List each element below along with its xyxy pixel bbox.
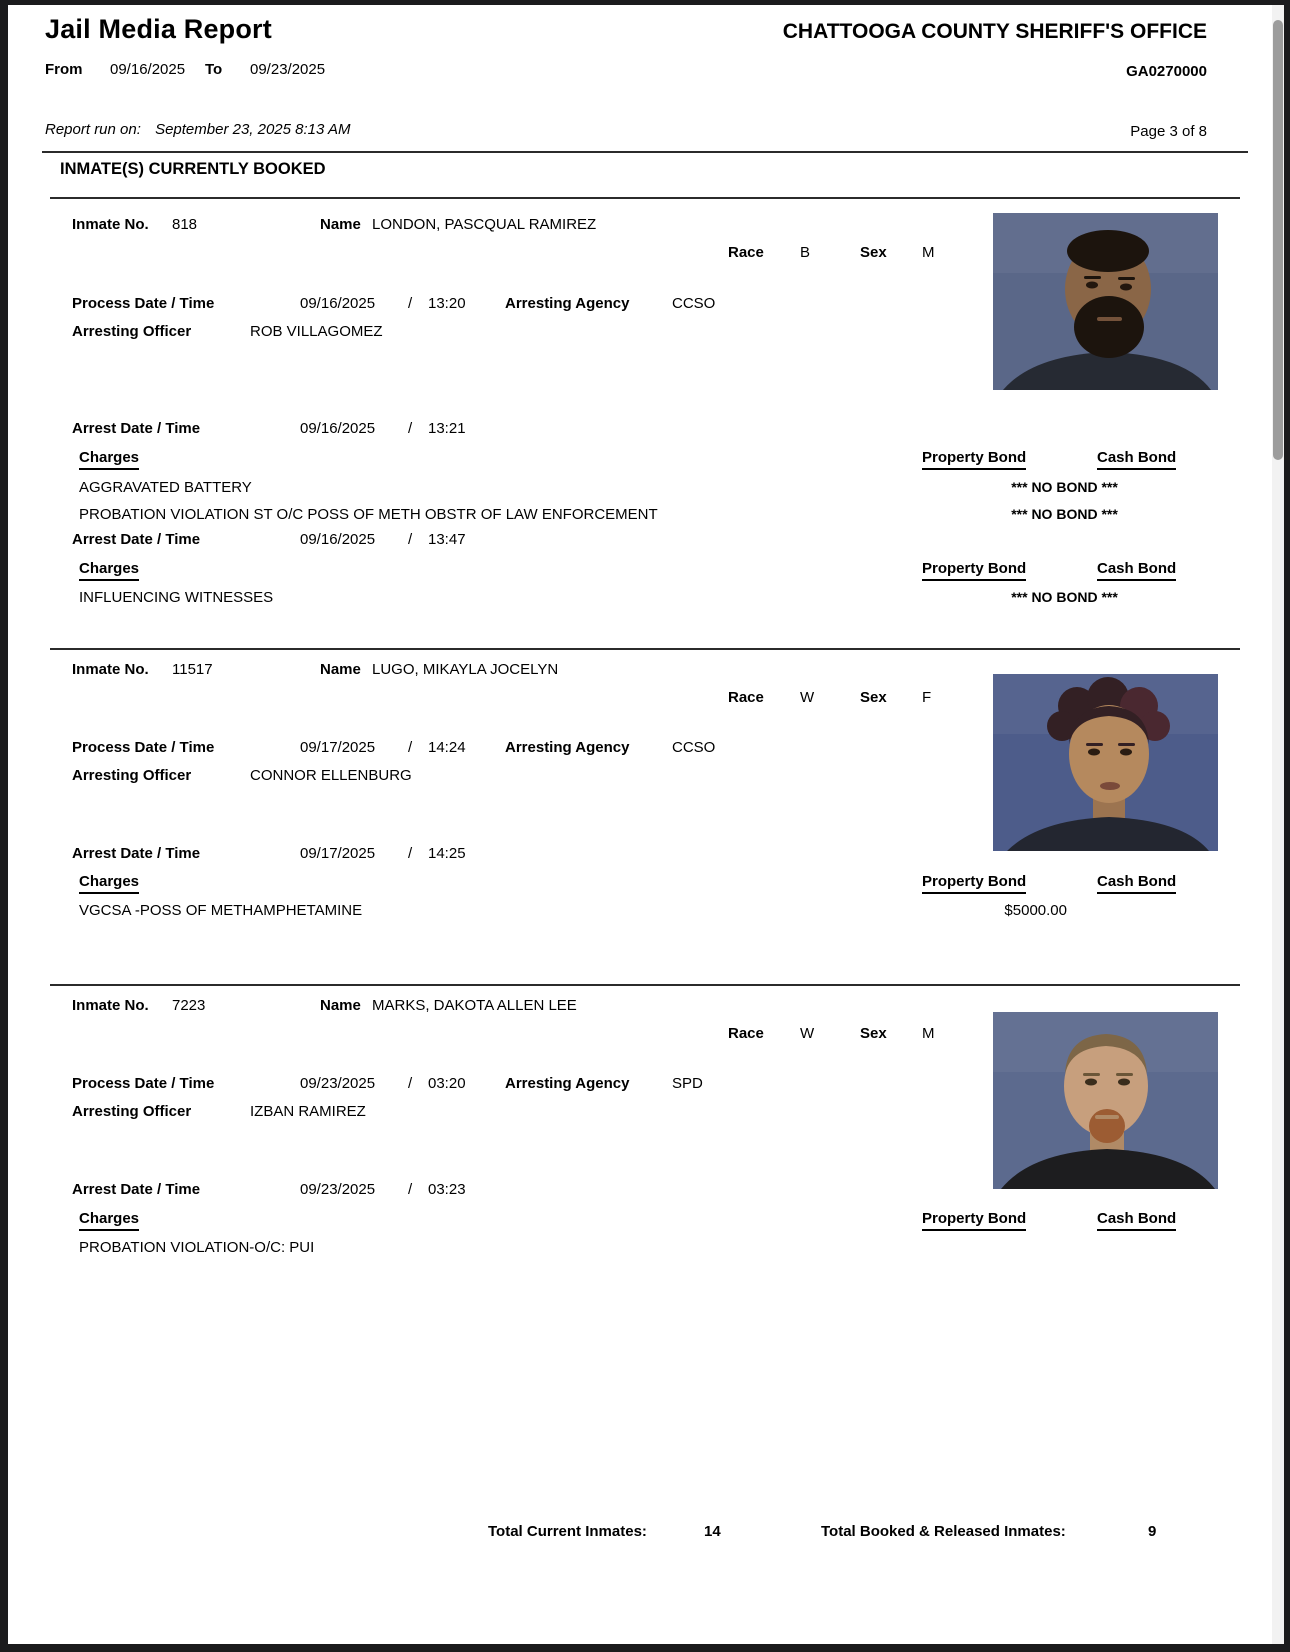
process-label: Process Date / Time <box>72 739 215 756</box>
to-date: 09/23/2025 <box>250 61 326 78</box>
from-label: From <box>45 61 83 78</box>
report-run-label: Report run on: <box>45 121 141 138</box>
officer-value: CONNOR ELLENBURG <box>250 767 412 784</box>
race-value: W <box>800 1025 815 1042</box>
viewer-frame-bottom <box>0 1644 1290 1652</box>
charges-header: Charges <box>79 872 139 894</box>
race-label: Race <box>728 1025 764 1042</box>
agency-label: Arresting Agency <box>505 295 630 312</box>
section-title: INMATE(S) CURRENTLY BOOKED <box>60 160 326 178</box>
arrest-date: 09/17/2025 <box>300 845 376 862</box>
cash-bond-header: Cash Bond <box>1097 448 1176 470</box>
arrest-date: 09/23/2025 <box>300 1181 376 1198</box>
agency-label: Arresting Agency <box>505 739 630 756</box>
charge-name: PROBATION VIOLATION-O/C: PUI <box>79 1239 315 1256</box>
officer-label: Arresting Officer <box>72 767 192 784</box>
mugshot-photo <box>993 1012 1218 1189</box>
cash-bond-header: Cash Bond <box>1097 559 1176 581</box>
slash: / <box>408 1181 413 1198</box>
race-label: Race <box>728 689 764 706</box>
name-label: Name <box>320 997 361 1014</box>
name-value: LONDON, PASCQUAL RAMIREZ <box>372 216 597 233</box>
process-time: 13:20 <box>428 295 466 312</box>
agency-label: Arresting Agency <box>505 1075 630 1092</box>
bond-value: *** NO BOND *** <box>1011 589 1118 605</box>
sex-value: M <box>922 244 935 261</box>
charge-name: PROBATION VIOLATION ST O/C POSS OF METH OBSTR OF LAW ENFORCEMENT <box>79 506 658 523</box>
arrest-time: 03:23 <box>428 1181 466 1198</box>
property-bond-header: Property Bond <box>922 872 1026 894</box>
cash-bond-header: Cash Bond <box>1097 1209 1176 1231</box>
slash: / <box>408 531 413 548</box>
name-value: LUGO, MIKAYLA JOCELYN <box>372 661 559 678</box>
report-run-row <box>45 120 350 139</box>
office-name: CHATTOOGA COUNTY SHERIFF'S OFFICE <box>782 20 1207 43</box>
arrest-time: 13:21 <box>428 420 466 437</box>
process-date: 09/17/2025 <box>300 739 376 756</box>
agency-value: CCSO <box>672 295 716 312</box>
section-divider <box>50 197 1240 199</box>
bond-value: *** NO BOND *** <box>1011 479 1118 495</box>
process-date: 09/16/2025 <box>300 295 376 312</box>
viewer-frame-left <box>0 0 8 1652</box>
officer-label: Arresting Officer <box>72 1103 192 1120</box>
page-number: Page 3 of 8 <box>1130 123 1207 140</box>
total-current-value: 14 <box>704 1523 721 1540</box>
process-label: Process Date / Time <box>72 295 215 312</box>
arrest-time: 14:25 <box>428 845 466 862</box>
viewer-frame-top <box>0 0 1290 5</box>
sex-value: M <box>922 1025 935 1042</box>
page-title: Jail Media Report <box>45 14 272 44</box>
charge-name: VGCSA -POSS OF METHAMPHETAMINE <box>79 902 363 919</box>
to-label: To <box>205 61 223 78</box>
inmate-no-label: Inmate No. <box>72 997 149 1014</box>
officer-label: Arresting Officer <box>72 323 192 340</box>
slash: / <box>408 845 413 862</box>
race-value: B <box>800 244 811 261</box>
property-bond-header: Property Bond <box>922 559 1026 581</box>
process-time: 14:24 <box>428 739 466 756</box>
charges-header: Charges <box>79 448 139 470</box>
slash: / <box>408 1075 413 1092</box>
inmate-divider <box>50 648 1240 650</box>
inmate-no-label: Inmate No. <box>72 216 149 233</box>
agency-value: CCSO <box>672 739 716 756</box>
sex-label: Sex <box>860 689 887 706</box>
charges-header: Charges <box>79 1209 139 1231</box>
inmate-no-value: 11517 <box>172 661 213 678</box>
total-booked-label: Total Booked & Released Inmates: <box>821 1523 1066 1540</box>
total-current-label: Total Current Inmates: <box>488 1523 647 1540</box>
charges-header: Charges <box>79 559 139 581</box>
property-bond-header: Property Bond <box>922 448 1026 470</box>
sex-label: Sex <box>860 244 887 261</box>
total-booked-value: 9 <box>1148 1523 1157 1540</box>
date-range-row <box>45 60 326 79</box>
arrest-label: Arrest Date / Time <box>72 845 201 862</box>
name-label: Name <box>320 661 361 678</box>
header-divider <box>42 151 1248 153</box>
mugshot-photo <box>993 213 1218 390</box>
slash: / <box>408 295 413 312</box>
inmate-divider <box>50 984 1240 986</box>
officer-value: ROB VILLAGOMEZ <box>250 323 383 340</box>
name-label: Name <box>320 216 361 233</box>
race-label: Race <box>728 244 764 261</box>
charge-name: AGGRAVATED BATTERY <box>79 479 252 496</box>
arrest-date: 09/16/2025 <box>300 420 376 437</box>
slash: / <box>408 739 413 756</box>
inmate-no-value: 7223 <box>172 997 206 1014</box>
sex-label: Sex <box>860 1025 887 1042</box>
mugshot-photo <box>993 674 1218 851</box>
arrest-label: Arrest Date / Time <box>72 1181 201 1198</box>
cash-bond-header: Cash Bond <box>1097 872 1176 894</box>
bond-value: $5000.00 <box>1004 902 1067 919</box>
scrollbar-thumb[interactable] <box>1273 20 1283 460</box>
property-bond-header: Property Bond <box>922 1209 1026 1231</box>
process-date: 09/23/2025 <box>300 1075 376 1092</box>
charge-name: INFLUENCING WITNESSES <box>79 589 274 606</box>
report-run-value: September 23, 2025 8:13 AM <box>155 121 351 138</box>
arrest-date: 09/16/2025 <box>300 531 376 548</box>
viewer-frame-right <box>1284 0 1290 1652</box>
name-value: MARKS, DAKOTA ALLEN LEE <box>372 997 577 1014</box>
sex-value: F <box>922 689 932 706</box>
arrest-time: 13:47 <box>428 531 466 548</box>
agency-value: SPD <box>672 1075 703 1092</box>
bond-value: *** NO BOND *** <box>1011 506 1118 522</box>
office-code: GA0270000 <box>1126 63 1207 80</box>
from-date: 09/16/2025 <box>110 61 186 78</box>
process-time: 03:20 <box>428 1075 466 1092</box>
inmate-no-value: 818 <box>172 216 198 233</box>
slash: / <box>408 420 413 437</box>
arrest-label: Arrest Date / Time <box>72 420 201 437</box>
inmate-no-label: Inmate No. <box>72 661 149 678</box>
race-value: W <box>800 689 815 706</box>
officer-value: IZBAN RAMIREZ <box>250 1103 366 1120</box>
process-label: Process Date / Time <box>72 1075 215 1092</box>
arrest-label: Arrest Date / Time <box>72 531 201 548</box>
